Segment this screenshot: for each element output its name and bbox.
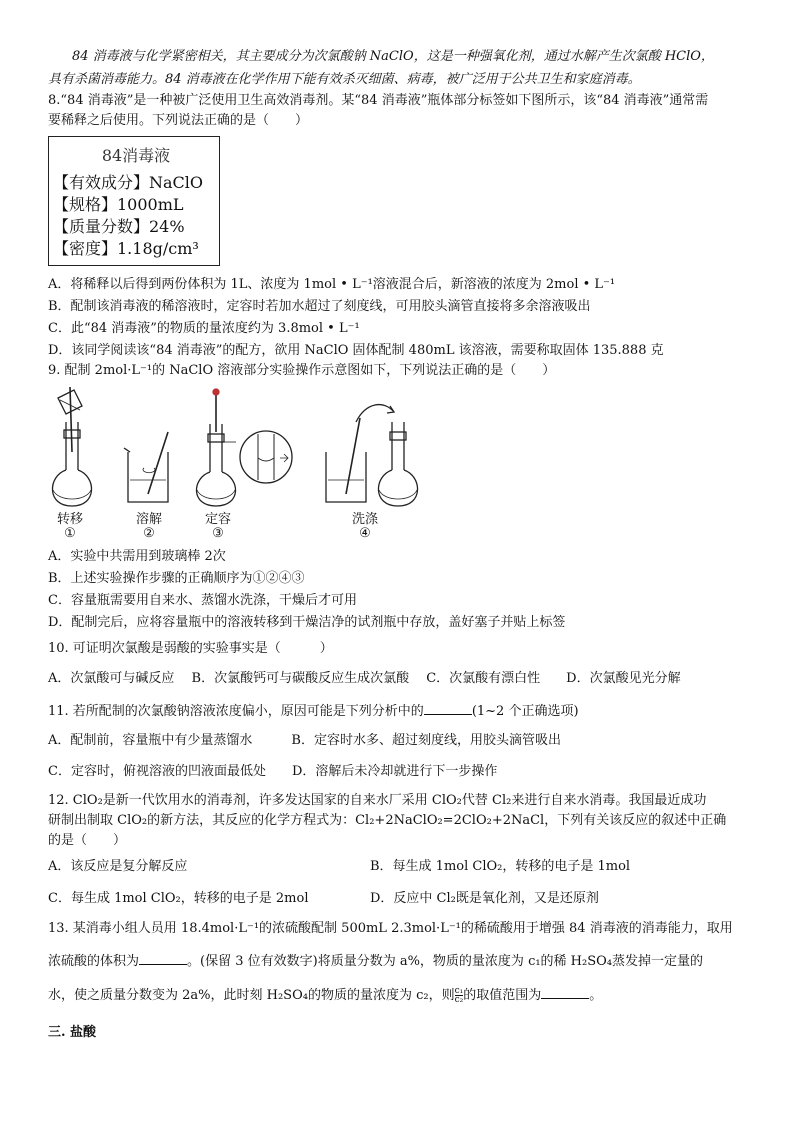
q9-stem: 9. 配制 2mol·L⁻¹的 NaClO 溶液部分实验操作示意图如下，下列说法正确的是（ ） — [48, 363, 556, 378]
q13-stem-3-mid: 的取值范围为 — [463, 988, 542, 1003]
bottle-label — [48, 136, 220, 266]
q12-stem-3: 的是（ ） — [48, 833, 127, 848]
q12-stem-1: 12. ClO₂是新一代饮用水的消毒剂，许多发达国家的自来水厂采用 ClO₂代替 Cl₂来进行自来水消毒。我国最近成功 — [48, 793, 707, 808]
q8-stem-2: 要稀释之后使用。下列说法正确的是（ ） — [48, 113, 309, 128]
q8-option-a: A．将稀释以后得到两份体积为 1L、浓度为 1mol • L⁻¹溶液混合后，新溶液的浓度为 2mol • L⁻¹ — [48, 277, 616, 292]
q12-option-c: C．每生成 1mol ClO₂，转移的电子是 2mol — [48, 891, 309, 906]
q13-stem-3 — [48, 986, 754, 1005]
step-4-name: 洗涤 — [351, 512, 378, 527]
q9-option-d: D．配制完后，应将容量瓶中的溶液转移到干燥洁净的试剂瓶中存放，盖好塞子并贴上标签 — [48, 615, 566, 630]
q13-stem-2-post: 。(保留 3 位有效数字)将质量分数为 a%，物质的量浓度为 c₁的稀 H₂SO₄蒸发掉一定量的 — [187, 954, 704, 969]
q8-stem-1: 8.“84 消毒液”是一种被广泛使用卫生高效消毒剂。某“84 消毒液”瓶体部分标签如下图所示，该“84 消毒液”通常需 — [48, 93, 709, 108]
step-1-number: ① — [64, 526, 76, 541]
q9-option-a: A．实验中共需用到玻璃棒 2次 — [48, 549, 226, 564]
q11-options-ab: A．配制前，容量瓶中有少量蒸馏水 B．定容时水多、超过刻度线，用胶头滴管吸出 — [48, 733, 561, 748]
q13-stem-1: 13. 某消毒小组人员用 18.4mol·L⁻¹的浓硫酸配制 500mL 2.3mol·L⁻¹的稀硫酸用于增强 84 消毒液的消毒能力，取用 — [48, 921, 733, 936]
q10-stem: 10. 可证明次氯酸是弱酸的实验事实是（ ） — [48, 641, 333, 656]
bottle-label-mass-fraction: 【质量分数】24% — [53, 217, 185, 236]
step-3-number: ③ — [212, 526, 224, 541]
dissolve-illustration — [124, 432, 168, 502]
q13-range-blank[interactable] — [541, 986, 589, 999]
q12-option-a: A．该反应是复分解反应 — [48, 859, 188, 874]
q13-stem-2 — [48, 952, 754, 971]
q12-option-d: D．反应中 Cl₂既是氧化剂，又是还原剂 — [370, 891, 599, 906]
q11-stem-post: (1~2 个正确选项) — [471, 704, 579, 719]
intro-line-1: 84 消毒液与化学紧密相关，其主要成分为次氯酸钠 NaClO，这是一种强氧化剂，通过水解产生次氯酸 HClO， — [72, 49, 714, 64]
q12-stem-2: 研制出制取 ClO₂的新方法，其反应的化学方程式为：Cl₂+2NaClO₂=2ClO₂+2NaCl，下列有关该反应的叙述中正确 — [48, 813, 727, 828]
c1-over-c2-fraction — [455, 987, 464, 1004]
q13-stem-3-pre: 水，使之质量分数变为 2a%，此时刻 H₂SO₄的物质的量浓度为 c₂，则 — [48, 988, 455, 1003]
fraction-denominator: c₂ — [454, 995, 464, 1005]
intro-line-2: 具有杀菌消毒能力。84 消毒液在化学作用下能有效杀灭细菌、病毒，被广泛用于公共卫生和家庭消毒。 — [48, 72, 641, 87]
q8-option-b: B．配制该消毒液的稀溶液时，定容时若加水超过了刻度线，可用胶头滴管直接将多余溶液吸出 — [48, 299, 591, 314]
step-3-name: 定容 — [204, 512, 231, 527]
wash-illustration — [326, 405, 418, 506]
q11-answer-blank[interactable] — [424, 702, 472, 715]
bottle-label-ingredient: 【有效成分】NaClO — [53, 173, 204, 192]
transfer-illustration — [52, 387, 91, 506]
q10-options: A．次氯酸可与碱反应 B．次氯酸钙可与碳酸反应生成次氯酸 C．次氯酸有漂白性 D．次氯酸见光分解 — [48, 671, 681, 686]
bottle-label-title: 84消毒液 — [101, 146, 171, 165]
step-2-number: ② — [143, 526, 155, 541]
q12-option-b: B．每生成 1mol ClO₂，转移的电子是 1mol — [370, 859, 631, 874]
step-1-name: 转移 — [56, 512, 83, 527]
q9-option-c: C．容量瓶需要用自来水、蒸馏水洗涤，干燥后才可用 — [48, 593, 357, 608]
q11-stem-pre: 11. 若所配制的次氯酸钠溶液浓度偏小，原因可能是下列分析中的 — [48, 704, 424, 719]
q8-option-d: D．该同学阅读该“84 消毒液”的配方，欲用 NaClO 固体配制 480mL 该溶液，需要称取固体 135.888 克 — [48, 343, 664, 358]
q13-stem-2-pre: 浓硫酸的体积为 — [48, 954, 140, 969]
step-4-number: ④ — [359, 526, 371, 541]
q11-stem — [48, 702, 754, 721]
q13-stem-3-post: 。 — [589, 988, 603, 1003]
q9-option-b: B．上述实验操作步骤的正确顺序为①②④③ — [48, 571, 305, 586]
q8-option-c: C．此“84 消毒液”的物质的量浓度约为 3.8mol • L⁻¹ — [48, 321, 360, 336]
bottle-label-density: 【密度】1.18g/cm³ — [53, 239, 199, 258]
volume-adjust-illustration — [196, 389, 292, 506]
fraction-numerator: c₁ — [454, 986, 464, 996]
step-2-name: 溶解 — [135, 512, 162, 527]
section-3-heading: 三. 盐酸 — [48, 1025, 97, 1040]
q13-volume-blank[interactable] — [139, 952, 187, 965]
bottle-label-spec: 【规格】1000mL — [53, 195, 184, 214]
q11-options-cd: C．定容时，俯视溶液的凹液面最低处 D．溶解后未冷却就进行下一步操作 — [48, 764, 498, 779]
